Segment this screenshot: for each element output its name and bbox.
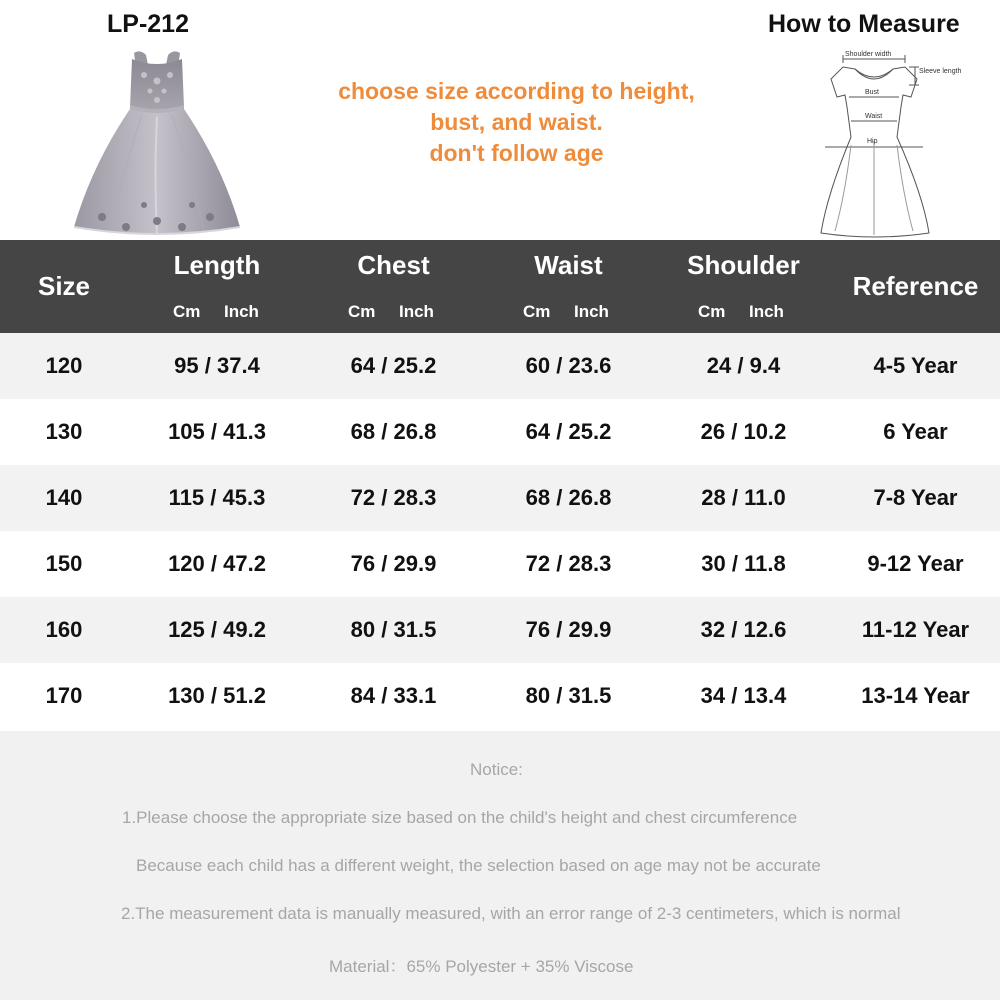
size-cell: 170 [45, 683, 83, 708]
table-row [0, 663, 1000, 729]
table-row [0, 333, 1000, 399]
length-cell: 115 / 45.3 [168, 485, 266, 510]
notice-line: 2.The measurement data is manually measured, with an error range of 2-3 centimeters, which is normal [121, 904, 901, 923]
material-line: Material：65% Polyester + 35% Viscose [329, 957, 634, 976]
size-cell: 120 [45, 353, 83, 378]
size-table-header [0, 240, 1000, 333]
length-cell: 120 / 47.2 [168, 551, 266, 576]
waist-cell: 64 / 25.2 [525, 419, 612, 444]
table-row [0, 531, 1000, 597]
unit-cm-label: Cm [348, 302, 376, 321]
column-header-size: Size [37, 271, 91, 301]
unit-inch-label: Inch [749, 302, 784, 321]
shoulder-cell: 26 / 10.2 [700, 419, 787, 444]
shoulder-cell: 24 / 9.4 [706, 353, 781, 378]
chest-cell: 72 / 28.3 [350, 485, 437, 510]
notice-line: 1.Please choose the appropriate size based on the child's height and chest circumference [122, 808, 798, 827]
reference-cell: 11-12 Year [861, 617, 970, 642]
dress-product-image [62, 45, 252, 240]
table-row [0, 399, 1000, 465]
shoulder-cell: 34 / 13.4 [700, 683, 787, 708]
chest-cell: 64 / 25.2 [350, 353, 437, 378]
table-row [0, 597, 1000, 663]
notice-section [0, 731, 1000, 1000]
length-cell: 130 / 51.2 [168, 683, 266, 708]
column-header-reference: Reference [852, 271, 979, 301]
diagram-waist-label: Waist [865, 113, 883, 120]
table-row [0, 465, 1000, 531]
waist-cell: 72 / 28.3 [525, 551, 612, 576]
waist-cell: 68 / 26.8 [525, 485, 612, 510]
column-header-label: Length [173, 250, 261, 280]
waist-cell: 60 / 23.6 [525, 353, 612, 378]
column-header-label: Shoulder [687, 250, 800, 280]
column-header-shoulder [656, 240, 831, 333]
length-cell: 125 / 49.2 [168, 617, 266, 642]
unit-inch-label: Inch [574, 302, 609, 321]
instruction-line: choose size according to height, [338, 78, 695, 104]
size-cell: 150 [45, 551, 83, 576]
waist-cell: 76 / 29.9 [525, 617, 612, 642]
notice-line: Because each child has a different weight, the selection based on age may not be accurate [136, 856, 821, 875]
column-header-chest [306, 240, 481, 333]
reference-cell: 7-8 Year [873, 485, 958, 510]
length-cell: 105 / 41.3 [168, 419, 266, 444]
reference-cell: 13-14 Year [861, 683, 970, 708]
how-to-measure-title: How to Measure [768, 10, 960, 38]
size-instruction [300, 76, 733, 169]
unit-cm-label: Cm [523, 302, 551, 321]
column-header-length [128, 240, 306, 333]
size-cell: 130 [45, 419, 83, 444]
unit-inch-label: Inch [399, 302, 434, 321]
diagram-shoulder-width-label: Shoulder width [845, 51, 892, 58]
unit-cm-label: Cm [698, 302, 726, 321]
reference-cell: 9-12 Year [867, 551, 964, 576]
unit-inch-label: Inch [224, 302, 259, 321]
column-header-label: Chest [357, 250, 430, 280]
notice-title: Notice: [470, 760, 523, 779]
diagram-bust-label: Bust [865, 89, 880, 96]
chest-cell: 68 / 26.8 [350, 419, 437, 444]
shoulder-cell: 30 / 11.8 [701, 551, 786, 576]
chest-cell: 84 / 33.1 [350, 683, 437, 708]
diagram-hip-label: Hip [867, 138, 878, 145]
column-header-label: Waist [534, 250, 603, 280]
size-cell: 140 [45, 485, 83, 510]
reference-cell: 6 Year [883, 419, 948, 444]
waist-cell: 80 / 31.5 [525, 683, 612, 708]
shoulder-cell: 28 / 11.0 [701, 485, 786, 510]
length-cell: 95 / 37.4 [174, 353, 260, 378]
chest-cell: 80 / 31.5 [350, 617, 437, 642]
shoulder-cell: 32 / 12.6 [700, 617, 787, 642]
instruction-line: bust, and waist. [430, 109, 603, 135]
diagram-sleeve-length-label: Sleeve length [919, 68, 962, 75]
reference-cell: 4-5 Year [873, 353, 958, 378]
size-cell: 160 [45, 617, 83, 642]
model-code: LP-212 [107, 10, 189, 38]
instruction-line: don't follow age [429, 140, 604, 166]
measurement-diagram [805, 45, 962, 240]
unit-cm-label: Cm [173, 302, 201, 321]
column-header-waist [481, 240, 656, 333]
chest-cell: 76 / 29.9 [350, 551, 437, 576]
header-section [0, 0, 1000, 240]
